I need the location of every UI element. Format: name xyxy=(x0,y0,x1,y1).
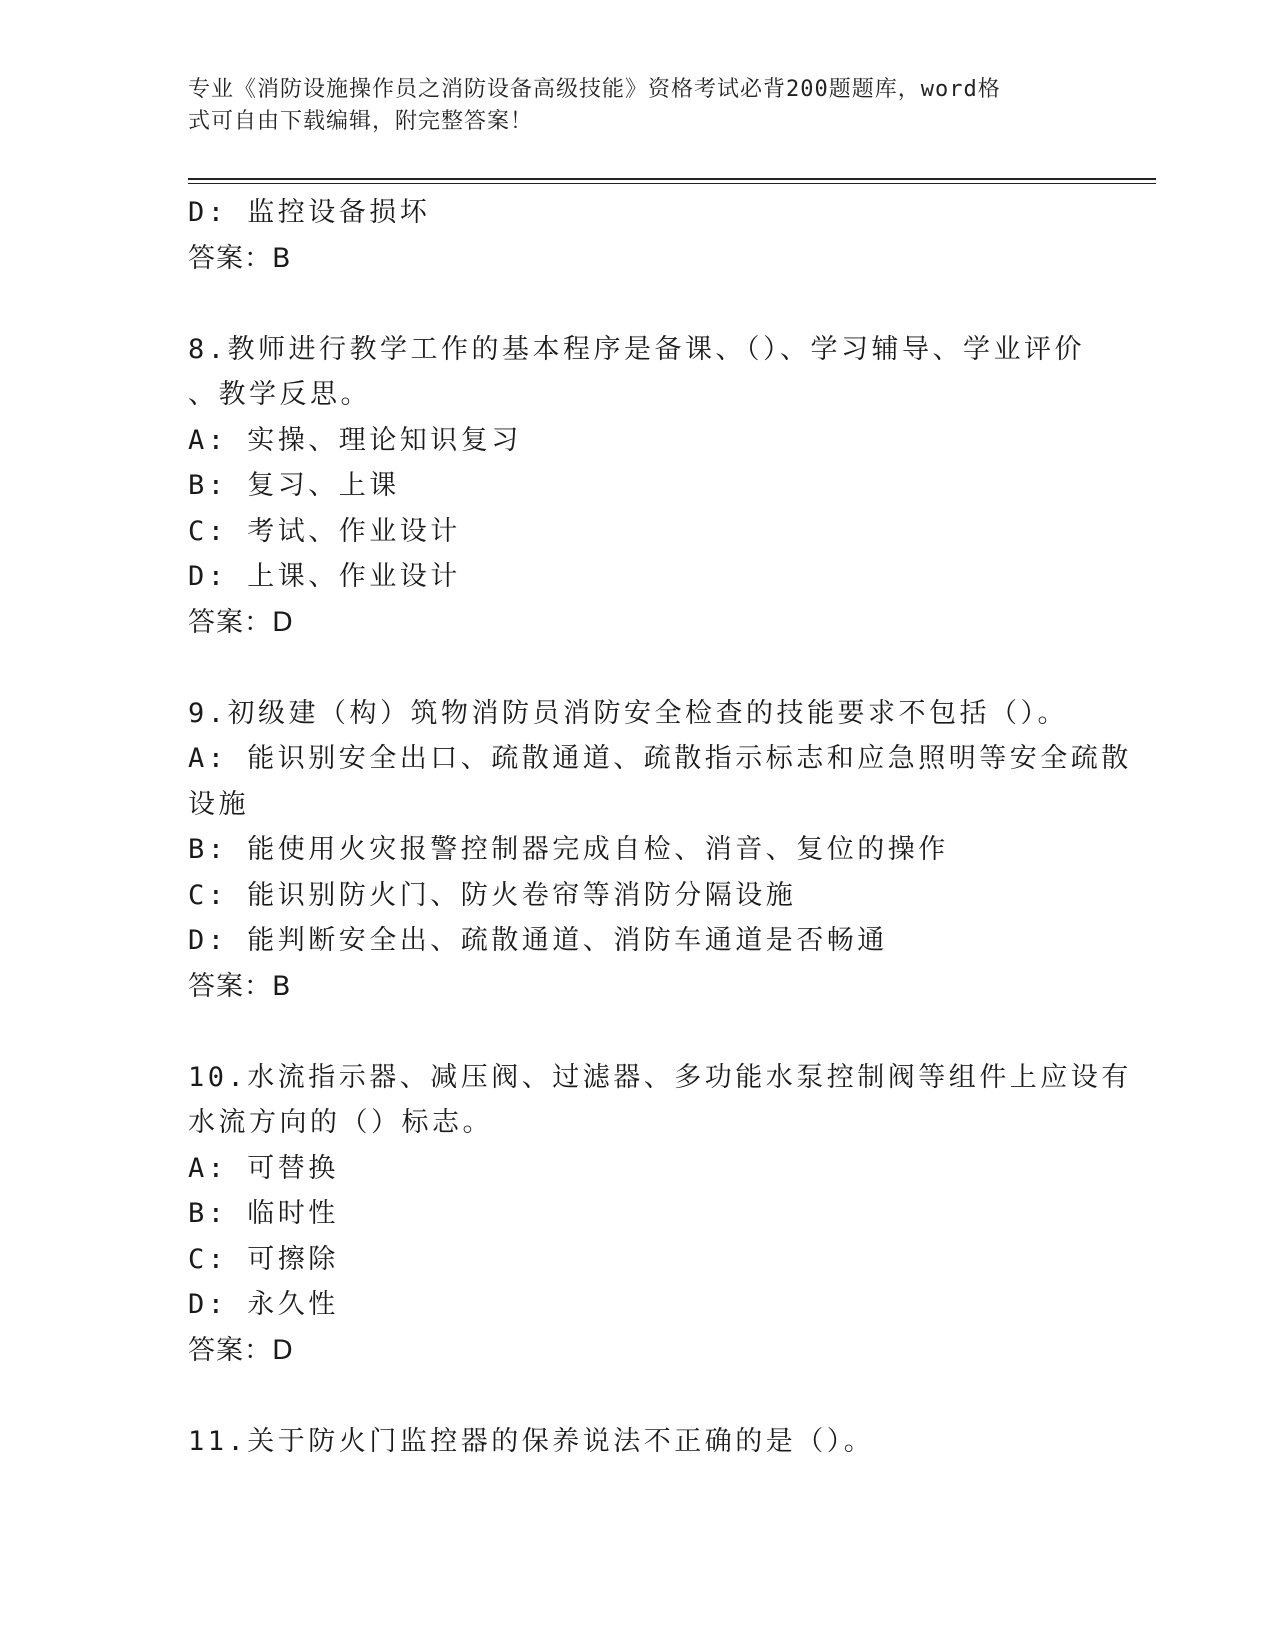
header-line-2: 式可自由下载编辑，附完整答案！ xyxy=(188,109,534,134)
option-a: A: 可替换 xyxy=(188,1152,339,1184)
question-11 xyxy=(188,1419,1088,1465)
option-a-continued: 设施 xyxy=(188,788,249,820)
spacer xyxy=(188,1373,1088,1419)
question-8 xyxy=(188,327,1088,646)
option-d: D: 能判断安全出、疏散通道、消防车通道是否畅通 xyxy=(188,925,888,956)
document-header xyxy=(188,74,1068,138)
option-d: D: 上课、作业设计 xyxy=(188,561,461,592)
spacer xyxy=(188,645,1088,691)
question-stem: 10.水流指示器、减压阀、过滤器、多功能水泵控制阀等组件上应设有 xyxy=(188,1061,1132,1093)
option-d: D: 永久性 xyxy=(188,1289,339,1320)
option-c: C: 考试、作业设计 xyxy=(188,515,461,547)
spacer xyxy=(188,1009,1088,1055)
question-stem: 8.教师进行教学工作的基本程序是备课、（）、学习辅导、学业评价 xyxy=(188,333,1086,365)
question-stem-continued: 水流方向的（）标志。 xyxy=(188,1107,493,1138)
answer: 答案：B xyxy=(188,970,292,1002)
answer: 答案：D xyxy=(188,1334,294,1366)
question-stem: 9.初级建（构）筑物消防员消防安全检查的技能要求不包括（）。 xyxy=(188,697,1069,729)
option-c: C: 可擦除 xyxy=(188,1243,339,1275)
option-c: C: 能识别防火门、防火卷帘等消防分隔设施 xyxy=(188,879,797,911)
header-line-1: 专业《消防设施操作员之消防设备高级技能》资格考试必背200题题库，word格 xyxy=(188,77,1001,102)
option-d: D: 监控设备损坏 xyxy=(188,197,431,228)
answer: 答案：B xyxy=(188,242,292,274)
question-10 xyxy=(188,1055,1132,1374)
question-stem-continued: 、教学反思。 xyxy=(188,379,371,410)
answer: 答案：D xyxy=(188,606,294,638)
header-divider-thin xyxy=(188,183,1156,184)
option-a: A: 实操、理论知识复习 xyxy=(188,424,522,456)
question-stem: 11.关于防火门监控器的保养说法不正确的是（）。 xyxy=(188,1425,875,1457)
option-b: B: 复习、上课 xyxy=(188,470,400,501)
option-a: A: 能识别安全出口、疏散通道、疏散指示标志和应急照明等安全疏散 xyxy=(188,743,1132,774)
question-9 xyxy=(188,691,1132,1010)
question-list xyxy=(188,190,1132,1464)
option-b: B: 能使用火灾报警控制器完成自检、消音、复位的操作 xyxy=(188,834,949,865)
spacer xyxy=(188,281,1088,327)
header-divider-thick xyxy=(188,178,1156,180)
option-b: B: 临时性 xyxy=(188,1198,339,1229)
